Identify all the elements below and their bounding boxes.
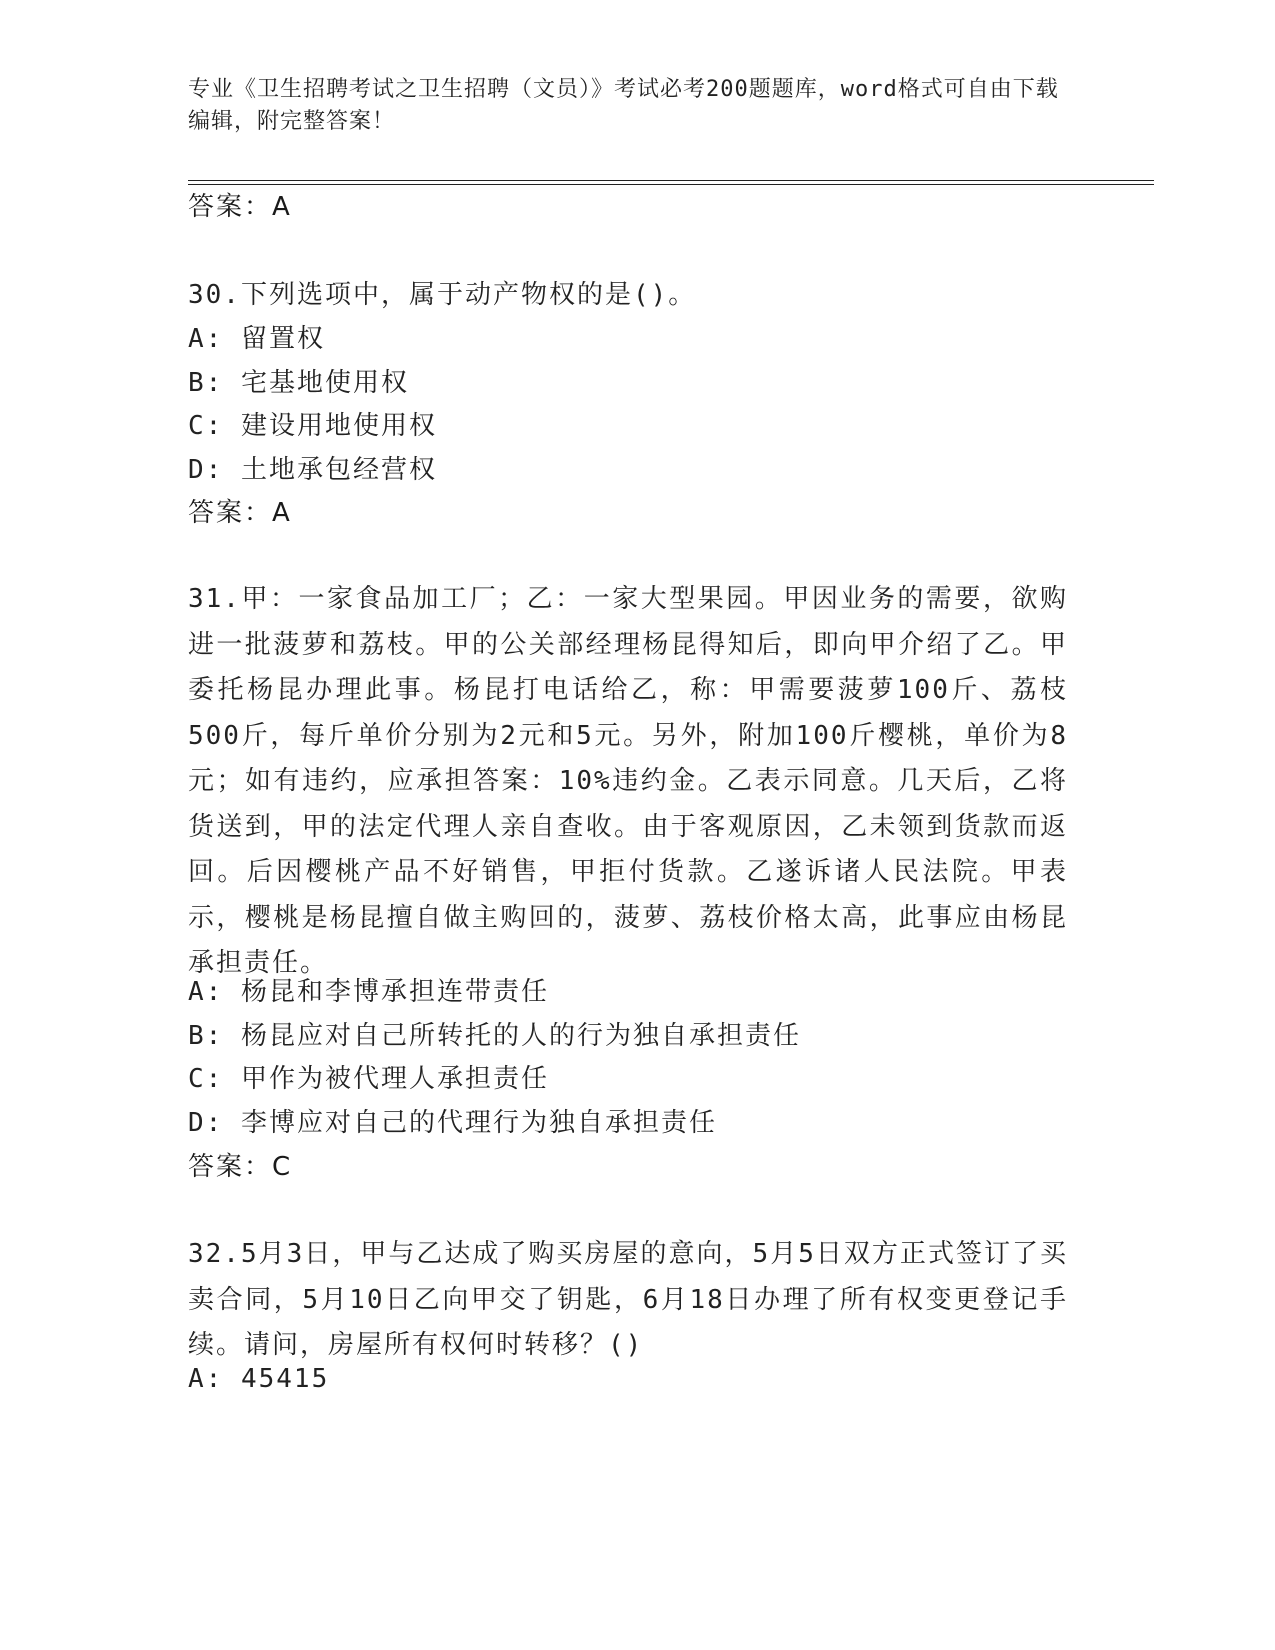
question-30-option-c: C: 建设用地使用权	[188, 411, 437, 441]
question-32-stem: 32.5月3日，甲与乙达成了购买房屋的意向，5月5日双方正式签订了买卖合同，5月10日乙向甲交了钥匙，6月18日办理了所有权变更登记手续。请问，房屋所有权何时转移？()	[188, 1239, 1068, 1360]
question-31-option-a: A: 杨昆和李博承担连带责任	[188, 977, 549, 1007]
page-header: 专业《卫生招聘考试之卫生招聘（文员）》考试必考200题题库，word格式可自由下载编辑，附完整答案！	[188, 77, 1059, 134]
header-divider-bottom	[188, 184, 1154, 185]
question-31-option-c: C: 甲作为被代理人承担责任	[188, 1064, 549, 1094]
question-30-option-d: D: 土地承包经营权	[188, 455, 437, 485]
question-30-stem: 30.下列选项中，属于动产物权的是()。	[188, 280, 697, 310]
question-30-answer: 答案：A	[188, 498, 292, 528]
previous-answer: 答案：A	[188, 192, 292, 222]
header-divider-top	[188, 180, 1154, 181]
question-32-option-a: A: 45415	[188, 1364, 330, 1394]
question-31-answer: 答案：C	[188, 1152, 293, 1182]
question-31-option-d: D: 李博应对自己的代理行为独自承担责任	[188, 1108, 717, 1138]
question-30-option-b: B: 宅基地使用权	[188, 368, 409, 398]
question-31-stem: 31.甲：一家食品加工厂；乙：一家大型果园。甲因业务的需要，欲购进一批菠萝和荔枝。甲的公关部经理杨昆得知后，即向甲介绍了乙。甲委托杨昆办理此事。杨昆打电话给乙，称：甲需要菠萝100斤、荔枝500斤，每斤单价分别为2元和5元。另外，附加100斤樱桃，单价为8元；如有违约，应承担答案：10%违约金。乙表示同意。几天后，乙将货送到，甲的法定代理人亲自查收。由于客观原因，乙未领到货款而返回。后因樱桃产品不好销售，甲拒付货款。乙遂诉诸人民法院。甲表示，樱桃是杨昆擅自做主购回的，菠萝、荔枝价格太高，此事应由杨昆承担责任。	[188, 584, 1068, 978]
question-31-option-b: B: 杨昆应对自己所转托的人的行为独自承担责任	[188, 1021, 801, 1051]
question-30-option-a: A: 留置权	[188, 324, 325, 354]
